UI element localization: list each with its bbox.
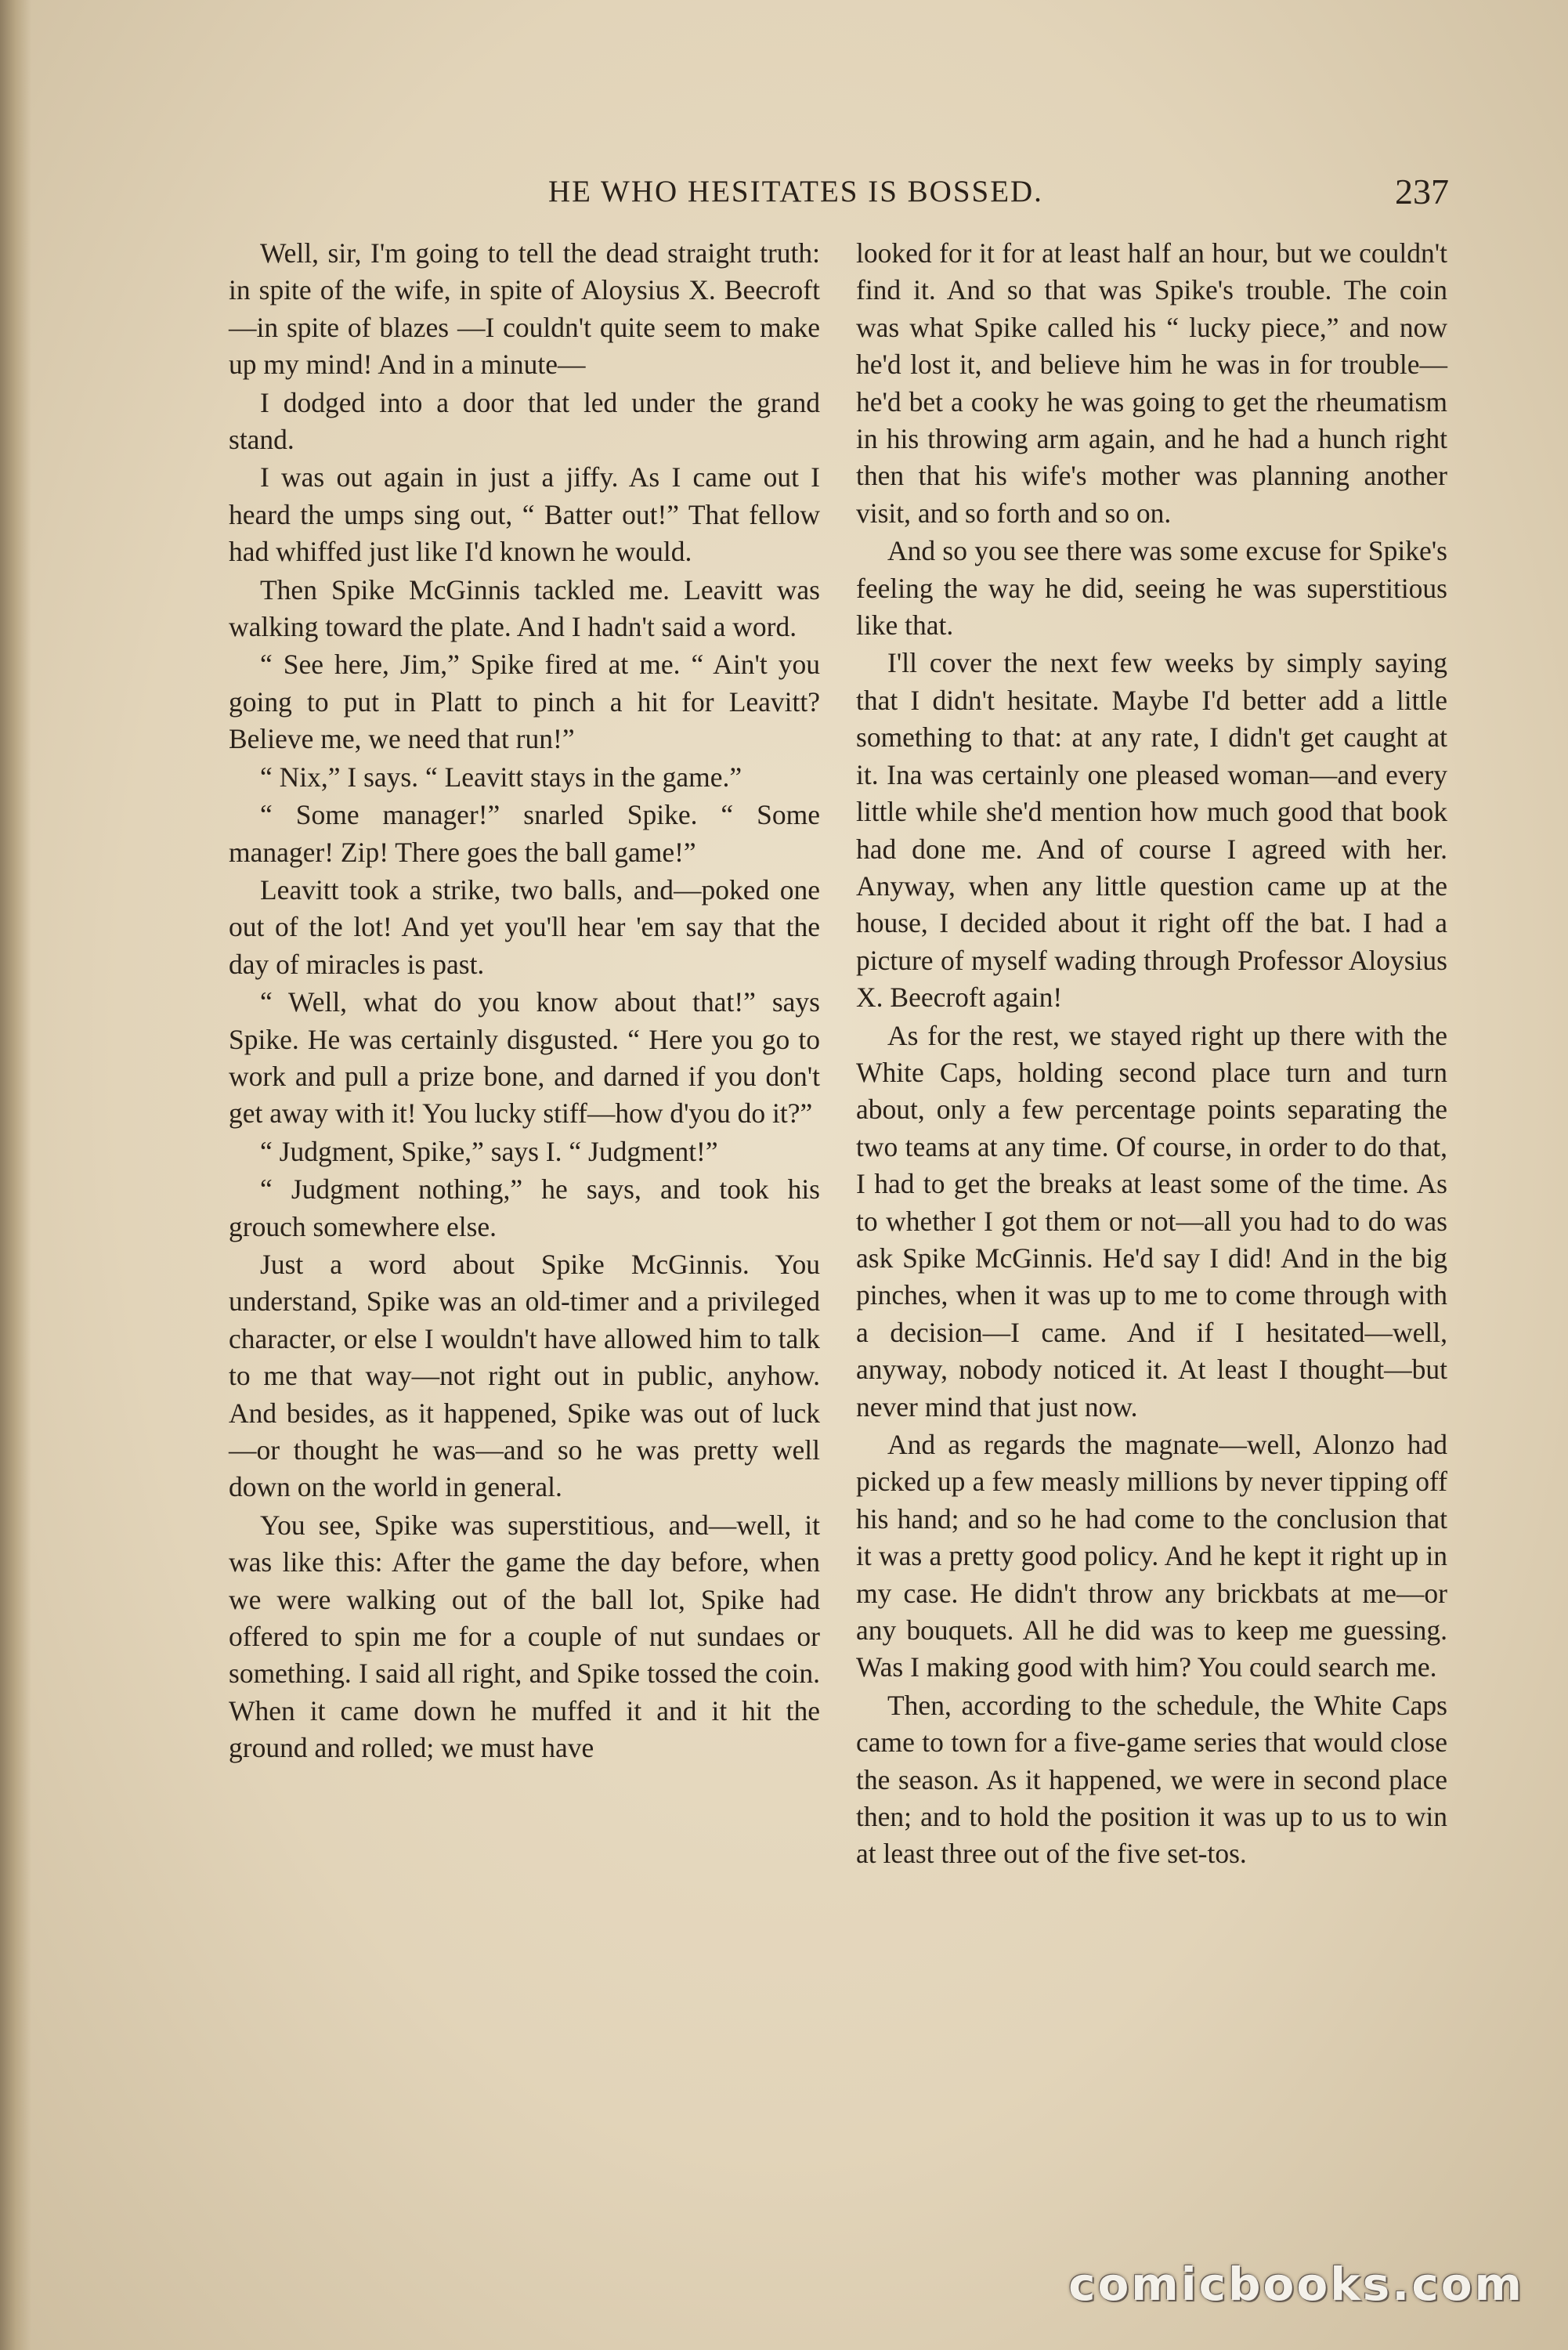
paragraph: Leavitt took a strike, two balls, and—poked one out of the lot! And yet you'll hear 'em say that the day of miracles is past. [229, 873, 820, 980]
paragraph: Well, sir, I'm going to tell the dead straight truth: in spite of the wife, in spite of Aloysius X. Beecroft—in spite of blazes —I couldn't quite seem to make up my mind! And in a minute— [229, 237, 820, 381]
paragraph: “ Well, what do you know about that!” says Spike. He was certainly disgusted. “ Here you go to work and pull a prize bone, and darned if you don't get away with it! You lucky stiff—how d'you do it?” [229, 986, 820, 1130]
page-number: 237 [1395, 172, 1449, 212]
paragraph: As for the rest, we stayed right up there with the White Caps, holding second place turn and turn about, only a few percentage points separating the two teams at any time. Of course, in order to do that, I had to get the breaks at least some of the time. As to whether I got them or not—all you had to do was ask Spike McGinnis. He'd say I did! And in the big pinches, when it was up to me to come through with a decision—I came. And if I hesitated—well, anyway, nobody noticed it. At least I thought—but never mind that just now. [856, 1019, 1447, 1423]
paragraph: And as regards the magnate—well, Alonzo had picked up a few measly millions by never tipping off his hand; and so he had come to the conclusion that it was a pretty good policy. And he kept it right up in my case. He didn't throw any brickbats at me—or any bouquets. All he did was to keep me guessing. Was I making good with him? You could search me. [856, 1429, 1447, 1683]
paragraph: I'll cover the next few weeks by simply saying that I didn't hesitate. Maybe I'd better add a little something to that: at any rate, I didn't get caught at it. Ina was certainly one pleased woman—and every little while she'd mention how much good that book had done me. And of course I agreed with her. Anyway, when any little question came up at the house, I decided about it right off the bat. I had a picture of myself wading through Professor Aloysius X. Beecroft again! [856, 647, 1447, 1014]
page-header [180, 171, 1449, 226]
paragraph: “ See here, Jim,” Spike fired at me. “ Ain't you going to put in Platt to pinch a hit for Leavitt? Believe me, we need that run!” [229, 649, 820, 755]
paragraph-continuation: looked for it for at least half an hour, but we couldn't find it. And so that was Spike's trouble. The coin was what Spike called his “ lucky piece,” and now he'd lost it, and believe him he was in for trouble—he'd bet a cooky he was going to get the rheumatism in his throwing arm again, and he had a hunch right then that his wife's mother was planning another visit, and so forth and so on. [856, 237, 1447, 529]
paragraph: Just a word about Spike McGinnis. You understand, Spike was an old-timer and a privileged character, or else I wouldn't have allowed him to talk to me that way—not right out in public, anyhow. And besides, as it happened, Spike was out of luck—or thought he was—and so he was pretty well down on the world in general. [229, 1248, 820, 1503]
page-spine-shadow [0, 0, 31, 2350]
paragraph: I was out again in just a jiffy. As I came out I heard the umps sing out, “ Batter out!” That fellow had whiffed just like I'd known he would. [229, 461, 820, 568]
paragraph: You see, Spike was superstitious, and—well, it was like this: After the game the day before, when we were walking out of the ball lot, Spike had offered to spin me for a couple of nut sundaes or something. I said all right, and Spike tossed the coin. When it came down he muffed it and it hit the ground and rolled; we must have [229, 1509, 820, 1764]
paragraph: Then, according to the schedule, the White Caps came to town for a five-game series that would close the season. As it happened, we were in second place then; and to hold the position it was up to us to win at least three out of the five set-tos. [856, 1689, 1447, 1870]
running-title: HE WHO HESITATES IS BOSSED. [548, 175, 1043, 208]
paragraph: “ Judgment nothing,” he says, and took his grouch somewhere else. [229, 1173, 820, 1242]
paragraph: “ Some manager!” snarled Spike. “ Some manager! Zip! There goes the ball game!” [229, 799, 820, 868]
site-watermark: comicbooks.com [1068, 2258, 1524, 2311]
paragraph: And so you see there was some excuse for Spike's feeling the way he did, seeing he was superstitious like that. [856, 535, 1447, 642]
paragraph: I dodged into a door that led under the grand stand. [229, 386, 820, 456]
paragraph: “ Judgment, Spike,” says I. “ Judgment!” [260, 1135, 718, 1167]
right-column [856, 235, 1447, 1873]
paragraph: Then Spike McGinnis tackled me. Leavitt was walking toward the plate. And I hadn't said a word. [229, 573, 820, 643]
paragraph: “ Nix,” I says. “ Leavitt stays in the game.” [260, 761, 742, 793]
left-column [229, 235, 820, 1767]
